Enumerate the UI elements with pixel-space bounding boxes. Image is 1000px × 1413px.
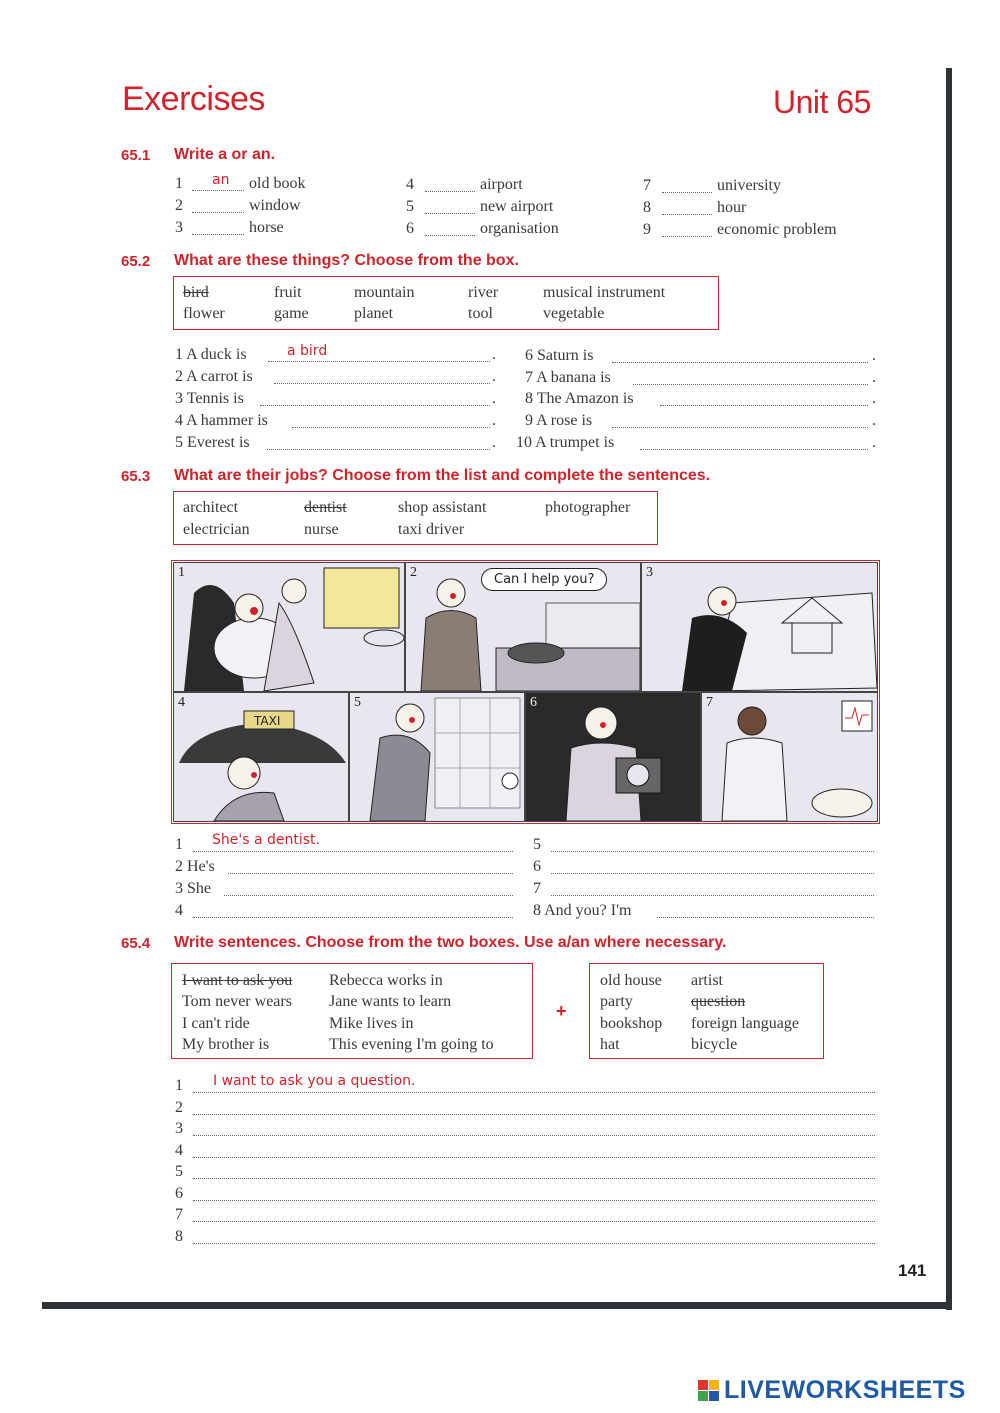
box-word: shop assistant [398,499,487,516]
panel-number: 3 [646,565,653,580]
item-word: university [717,177,781,194]
answer-line[interactable] [193,1114,875,1115]
panel-photographer [525,692,701,822]
item-number: 2 [175,858,183,875]
answer-blank[interactable] [274,383,490,384]
panel-number: 7 [706,695,713,710]
answer-blank[interactable] [662,214,712,215]
exercise-instruction: What are these things? Choose from the box. [174,252,519,269]
item-word: organisation [480,220,559,237]
answer-blank[interactable] [193,851,513,852]
panel-number: 6 [530,695,537,710]
item-number: 4 [175,412,183,429]
item-number: 6 [525,347,533,364]
architect-illustration [642,563,877,691]
answer-line[interactable] [193,1135,875,1136]
line-number: 8 [175,1228,183,1245]
box-word: planet [354,305,394,322]
item-number: 6 [533,858,541,875]
item-number: 4 [406,176,414,193]
box-phrase: I can't ride [182,1015,250,1032]
item-text: A trumpet is [535,434,615,451]
plus-sign: + [556,1001,567,1021]
item-word: window [249,197,301,214]
item-text: A banana is [536,369,611,386]
taxi-illustration [174,693,348,821]
item-number: 9 [643,221,651,238]
box-word: party [600,993,633,1010]
answer-blank[interactable] [640,449,868,450]
line-number: 7 [175,1206,183,1223]
panel-number: 1 [178,565,185,580]
box-phrase: This evening I'm going to [329,1036,494,1053]
answer-blank[interactable] [662,236,712,237]
item-number: 2 [175,197,183,214]
page-number: 141 [898,1261,927,1280]
box-word: river [468,284,499,301]
box-phrase: My brother is [182,1036,270,1053]
answer-blank[interactable] [612,427,868,428]
answer-blank[interactable] [660,405,868,406]
unit-title: Unit 65 [773,84,871,120]
answer-blank[interactable] [192,212,244,213]
panel-shop-assistant [405,562,641,692]
speech-bubble: Can I help you? [481,568,607,591]
page-edge-shadow [946,68,952,1310]
exercise-number: 65.2 [121,253,151,270]
answer-line[interactable] [193,1092,875,1093]
answer-blank[interactable] [425,213,475,214]
box-phrase: Jane wants to learn [329,993,452,1010]
box-phrase: I want to ask you [182,972,293,989]
box-word: taxi driver [398,521,465,538]
answer-blank[interactable] [193,917,513,918]
panel-taxi-driver [173,692,349,822]
item-number: 2 [175,368,183,385]
box-word: tool [468,305,493,322]
box-word: musical instrument [543,284,666,301]
panel-electrician [349,692,525,822]
exercise-instruction: What are their jobs? Choose from the list and complete the sentences. [174,467,711,484]
box-word: bicycle [691,1036,738,1053]
answer-blank[interactable] [292,427,490,428]
box-word: question [691,993,746,1010]
panel-number: 5 [354,695,361,710]
dentist-illustration [174,563,404,691]
item-text: She [187,880,211,897]
item-number: 3 [175,880,183,897]
item-number: 3 [175,219,183,236]
box-word: bird [183,284,209,301]
item-text: Tennis is [186,390,244,407]
box-word: flower [183,305,225,322]
box-phrase: Mike lives in [329,1015,414,1032]
line-number: 3 [175,1120,183,1137]
item-text: Saturn is [537,347,594,364]
answer-text: I want to ask you a question. [213,1073,416,1089]
box-word: nurse [304,521,339,538]
item-number: 5 [533,836,541,853]
box-word: architect [183,499,239,516]
liveworksheets-logo-icon [698,1380,720,1402]
answer-blank[interactable] [192,234,244,235]
nurse-illustration [702,693,877,821]
answer-blank[interactable] [551,873,874,874]
line-number: 2 [175,1099,183,1116]
box-word: game [274,305,309,322]
exercise-instruction: Write sentences. Choose from the two boxes. Use a/an where necessary. [174,934,727,951]
item-number: 8 [643,199,651,216]
item-text: A carrot is [186,368,253,385]
item-number: 9 [525,412,533,429]
item-number: 8 [525,390,533,407]
exercise-number: 65.3 [121,468,151,485]
taxi-sign: TAXI [254,714,281,728]
answer-blank[interactable] [267,449,490,450]
page-bottom-shadow [42,1302,947,1309]
item-number: 7 [643,177,651,194]
item-number: 5 [175,434,183,451]
box-word: artist [691,972,723,989]
item-text: The Amazon is [536,390,634,407]
answer-blank[interactable] [260,405,490,406]
box-word: dentist [304,499,347,516]
box-word: foreign language [691,1015,799,1032]
panel-number: 2 [410,565,417,580]
box-word: bookshop [600,1015,663,1032]
answer-text: She's a dentist. [212,832,320,848]
item-number: 7 [533,880,541,897]
item-word: hour [717,199,747,216]
answer-blank[interactable] [662,192,712,193]
answer-line[interactable] [193,1221,875,1222]
page-title: Exercises [122,80,265,118]
item-word: airport [480,176,523,193]
answer-blank[interactable] [192,190,244,191]
box-word: mountain [354,284,415,301]
item-text: A duck is [186,346,247,363]
item-number: 3 [175,390,183,407]
item-word: new airport [480,198,554,215]
line-number: 6 [175,1185,183,1202]
item-word: horse [249,219,284,236]
item-number: 8 [533,902,541,919]
item-text: Everest is [187,434,250,451]
item-word: economic problem [717,221,837,238]
answer-blank[interactable] [425,191,475,192]
answer-line[interactable] [193,1243,875,1244]
item-text: He's [187,858,215,875]
answer-blank[interactable] [551,895,874,896]
answer-blank[interactable] [268,361,490,362]
answer-line[interactable] [193,1178,875,1179]
exercise-number: 65.1 [121,147,151,164]
answer-blank[interactable] [425,235,475,236]
line-number: 4 [175,1142,183,1159]
item-text: A hammer is [186,412,268,429]
answer-blank[interactable] [228,873,513,874]
item-number: 5 [406,198,414,215]
answer-text: an [212,172,230,188]
answer-blank[interactable] [657,917,874,918]
line-number: 5 [175,1163,183,1180]
electrician-illustration [350,693,524,821]
worksheet-page: Exercises Unit 65 65.1 Write a or an. 1 an old book 2 window 3 horse 4 airport 5 new airport 6 organisation 7 university 8 hour 9 economic problem 65.2 What are these things? Choose from the box. bird fruit mountain river musical instrument flower game planet tool vegetable 1 A duck is a bird . 2 A carrot is . 3 Tennis is . 4 A hammer is . 5 Everest is . 6 Saturn is . 7 A banana is . 8 The Amazon is . 9 A rose is . 10 A trumpet is . 65.3 What are their jobs? Choose from the list and complete the sentences. architect dentist shop assistant photographer electrician nurse taxi driver 1 2 Can I help you? 3 4 TAXI 5 6 7 1 She's a dentist. 2 He's 3 She 4 5 6 7 8 And you? I'm 65.4 Write sentences. Choose from the two boxes. Use a/an where necessary. I want to ask you Rebecca works in Tom never wears Jane wants to learn I can't ride Mike lives in My brother is This evening I'm going to + old house artist party question bookshop foreign language hat bicycle 1 I want to ask you a question. 2 3 4 5 6 7 8 141 LIVEWORKSHEETS [0,0,1000,1413]
answer-line[interactable] [193,1200,875,1201]
box-word: fruit [274,284,302,301]
item-text: A rose is [536,412,593,429]
box-phrase: Tom never wears [182,993,292,1010]
box-phrase: Rebecca works in [329,972,443,989]
exercise-instruction: Write a or an. [174,146,276,163]
item-number: 1 [175,175,183,192]
item-word: old book [249,175,306,192]
brand-logo-text[interactable]: LIVEWORKSHEETS [724,1376,966,1404]
panel-architect [641,562,878,692]
item-number: 7 [525,369,533,386]
box-word: old house [600,972,662,989]
item-number: 1 [175,836,183,853]
panel-number: 4 [178,695,185,710]
item-text: And you? I'm [544,902,632,919]
item-number: 1 [175,346,183,363]
panel-nurse [701,692,878,822]
exercise-number: 65.4 [121,935,151,952]
answer-blank[interactable] [633,384,868,385]
line-number: 1 [175,1077,183,1094]
item-number: 10 [516,434,532,451]
answer-blank[interactable] [612,362,868,363]
box-word: electrician [183,521,250,538]
answer-blank[interactable] [224,895,513,896]
panel-dentist [173,562,405,692]
photographer-illustration [526,693,700,821]
answer-line[interactable] [193,1157,875,1158]
box-word: hat [600,1036,620,1053]
item-number: 6 [406,220,414,237]
box-word: vegetable [543,305,605,322]
box-word: photographer [545,499,631,516]
item-number: 4 [175,902,183,919]
answer-blank[interactable] [551,851,874,852]
answer-text: a bird [287,343,328,359]
